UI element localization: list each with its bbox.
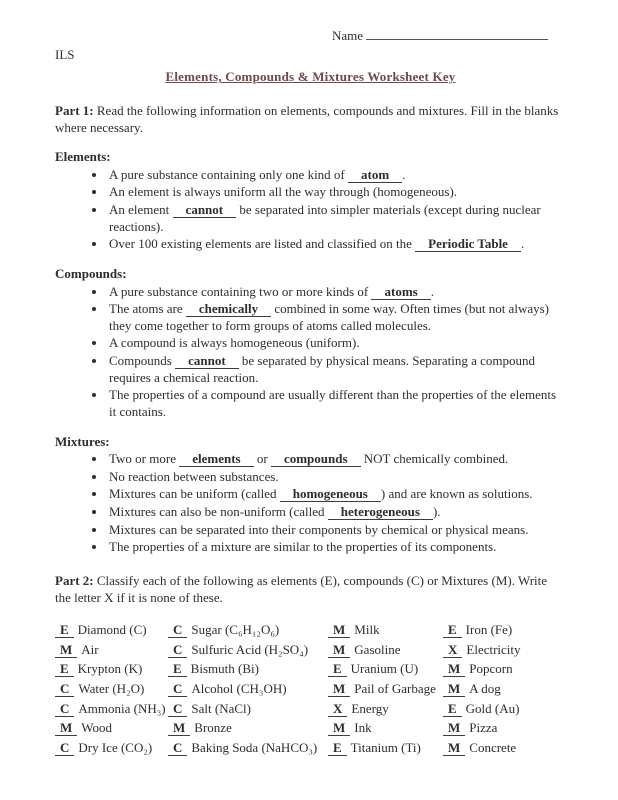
item-label: Milk <box>354 622 380 638</box>
section-heading: Compounds: <box>55 265 127 281</box>
answer-letter: X <box>328 701 347 717</box>
classify-cell <box>328 681 443 701</box>
answer-letter: M <box>55 720 77 736</box>
item-label: Water (H₂O) <box>78 681 145 696</box>
bullet-text: ) and are known as solutions. <box>380 486 533 502</box>
bullet-item <box>107 387 566 420</box>
classify-cell <box>168 622 328 642</box>
item-label: Gold (Au) <box>465 700 520 716</box>
classify-cell <box>443 701 561 721</box>
classify-cell <box>443 622 561 642</box>
part2-label: Part 2: <box>55 572 97 588</box>
item-label: Electricity <box>466 641 521 657</box>
answer-letter: E <box>55 661 74 677</box>
page-title: Elements, Compounds & Mixtures Worksheet Key <box>165 69 456 85</box>
item-label: Pail of Garbage <box>354 681 436 696</box>
bullet-text: combined in some way. Often times (but not always) they come together to form groups of atoms called molecules. <box>109 301 549 333</box>
classify-cell <box>168 740 328 760</box>
item-label: Ink <box>354 720 372 736</box>
answer-letter: C <box>168 622 187 638</box>
classify-cell <box>55 661 168 681</box>
answer-letter: C <box>168 701 187 717</box>
name-label: Name <box>332 28 367 43</box>
answer-blank: cannot <box>173 202 237 218</box>
answer-letter: C <box>168 642 187 658</box>
classify-cell <box>443 740 561 760</box>
answer-letter: M <box>443 661 465 677</box>
item-label: Bronze <box>194 720 232 736</box>
classify-cell <box>443 681 561 701</box>
answer-letter: M <box>328 720 350 736</box>
bullet-item <box>107 522 566 539</box>
bullet-item <box>107 184 566 201</box>
bullet-text: A pure substance containing two or more kinds of <box>109 283 372 299</box>
item-label: Krypton (K) <box>77 661 143 677</box>
bullet-item <box>107 284 566 301</box>
classify-cell <box>55 622 168 642</box>
table-row <box>55 661 561 681</box>
item-label: Alcohol (CH₃OH) <box>191 681 287 696</box>
item-label: A dog <box>469 681 501 696</box>
classify-table <box>55 622 561 759</box>
part1-intro-text: Read the following information on elements, compounds and mixtures. Fill in the blanks where necessary. <box>55 102 559 135</box>
bullet-text: An element is always uniform all the way through (homogeneous). <box>109 184 458 200</box>
answer-letter: M <box>328 681 350 697</box>
answer-letter: E <box>328 661 347 677</box>
classify-cell <box>328 740 443 760</box>
answer-letter: E <box>443 622 462 638</box>
name-blank-line <box>366 26 548 40</box>
classify-cell <box>328 720 443 740</box>
bullet-list <box>55 451 566 556</box>
bullet-item <box>107 301 566 334</box>
classify-cell <box>328 661 443 681</box>
answer-letter: C <box>168 681 187 697</box>
answer-blank: cannot <box>175 353 239 369</box>
bullet-item <box>107 335 566 352</box>
bullet-text: . <box>430 283 434 299</box>
bullet-text: The properties of a mixture are similar to the properties of its components. <box>109 539 497 555</box>
item-label: Popcorn <box>469 661 513 677</box>
bullet-text: Over 100 existing elements are listed and classified on the <box>109 236 416 252</box>
answer-letter: E <box>168 661 187 677</box>
classify-cell <box>168 642 328 662</box>
item-label: Concrete <box>469 739 517 755</box>
bullet-text: The atoms are <box>109 301 186 317</box>
bullet-item <box>107 236 566 253</box>
answer-blank: compounds <box>271 451 361 467</box>
item-label: Baking Soda (NaHCO₃) <box>191 739 318 755</box>
classify-cell <box>443 661 561 681</box>
answer-letter: C <box>55 681 74 697</box>
item-label: Sugar (C₆H₁₂O₆) <box>191 622 280 638</box>
classify-cell <box>443 720 561 740</box>
answer-blank: Periodic Table <box>415 236 521 252</box>
bullet-item <box>107 451 566 468</box>
bullet-item <box>107 504 566 521</box>
table-row <box>55 622 561 642</box>
item-label: Sulfuric Acid (H₂SO₄) <box>191 641 309 657</box>
bullet-text: An element <box>109 202 173 217</box>
answer-letter: M <box>443 681 465 697</box>
classify-cell <box>168 720 328 740</box>
bullet-text: be separated by physical means. Separating a compound requires a chemical reaction. <box>109 353 536 385</box>
answer-blank: atoms <box>371 284 430 300</box>
bullet-text: A compound is always homogeneous (uniform). <box>109 335 360 351</box>
bullet-text: No reaction between substances. <box>109 468 279 484</box>
answer-letter: M <box>328 642 350 658</box>
table-row <box>55 701 561 721</box>
answer-letter: M <box>328 622 350 638</box>
item-label: Titanium (Ti) <box>350 739 421 755</box>
answer-blank: elements <box>179 451 253 467</box>
answer-letter: E <box>328 740 347 756</box>
bullet-text: . <box>402 166 406 182</box>
answer-letter: C <box>55 740 74 756</box>
answer-blank: atom <box>348 167 402 183</box>
item-label: Uranium (U) <box>350 661 419 677</box>
bullet-text: be separated into simpler materials (except during nuclear reactions). <box>109 202 541 234</box>
part1-intro <box>55 103 566 136</box>
classify-cell <box>55 701 168 721</box>
bullet-text: The properties of a compound are usually different than the properties of the elements it contains. <box>109 387 557 419</box>
bullet-text: Two or more <box>109 451 180 467</box>
table-row <box>55 642 561 662</box>
classify-cell <box>328 622 443 642</box>
answer-blank: homogeneous <box>280 486 381 502</box>
classify-cell <box>168 661 328 681</box>
classify-cell <box>55 681 168 701</box>
item-label: Bismuth (Bi) <box>190 661 259 677</box>
bullet-list <box>55 284 566 421</box>
bullet-item <box>107 486 566 503</box>
bullet-text: Mixtures can also be non-uniform (called <box>109 504 328 519</box>
classify-cell <box>55 720 168 740</box>
item-label: Air <box>81 641 99 657</box>
bullet-text: A pure substance containing only one kind of <box>109 166 349 182</box>
course-code: ILS <box>55 46 75 62</box>
answer-letter: X <box>443 642 462 658</box>
classify-cell <box>168 701 328 721</box>
classify-cell <box>328 701 443 721</box>
bullet-text: Compounds <box>109 353 176 368</box>
section-heading: Elements: <box>55 149 111 165</box>
classify-cell <box>55 740 168 760</box>
classify-cell <box>443 642 561 662</box>
bullet-text: Mixtures can be uniform (called <box>109 486 280 502</box>
answer-letter: E <box>55 622 74 638</box>
bullet-text: . <box>520 236 525 252</box>
item-label: Iron (Fe) <box>465 622 513 638</box>
answer-letter: C <box>168 740 187 756</box>
item-label: Energy <box>351 700 389 716</box>
answer-letter: C <box>55 701 74 717</box>
answer-letter: E <box>443 701 462 717</box>
item-label: Gasoline <box>354 641 401 657</box>
answer-blank: heterogeneous <box>328 504 433 520</box>
table-row <box>55 720 561 740</box>
item-label: Dry Ice (CO₂) <box>78 739 153 755</box>
bullet-list <box>55 167 566 253</box>
answer-letter: M <box>55 642 77 658</box>
bullet-item <box>107 539 566 556</box>
item-label: Diamond (C) <box>77 622 147 638</box>
answer-letter: M <box>168 720 190 736</box>
part1-sections <box>55 149 566 556</box>
part2-intro <box>55 573 566 606</box>
bullet-text: Mixtures can be separated into their components by chemical or physical means. <box>109 521 529 537</box>
bullet-item <box>107 167 566 184</box>
bullet-text: ). <box>432 504 441 519</box>
answer-blank: chemically <box>186 301 271 317</box>
part1-label: Part 1: <box>55 102 97 118</box>
part2-intro-text: Classify each of the following as elements (E), compounds (C) or Mixtures (M). Write the letter X if it is none of these. <box>55 572 548 605</box>
section-heading: Mixtures: <box>55 433 110 449</box>
bullet-text: NOT chemically combined. <box>360 451 509 467</box>
answer-letter: M <box>443 720 465 736</box>
item-label: Salt (NaCl) <box>191 700 251 716</box>
item-label: Ammonia (NH₃) <box>78 700 166 716</box>
classify-cell <box>168 681 328 701</box>
bullet-item <box>107 469 566 486</box>
bullet-text: or <box>253 451 271 467</box>
table-row <box>55 681 561 701</box>
item-label: Wood <box>81 720 113 736</box>
answer-letter: M <box>443 740 465 756</box>
table-row <box>55 740 561 760</box>
classify-cell <box>55 642 168 662</box>
name-row <box>55 26 566 45</box>
item-label: Pizza <box>469 720 498 736</box>
classify-cell <box>328 642 443 662</box>
bullet-item <box>107 202 566 235</box>
bullet-item <box>107 353 566 386</box>
